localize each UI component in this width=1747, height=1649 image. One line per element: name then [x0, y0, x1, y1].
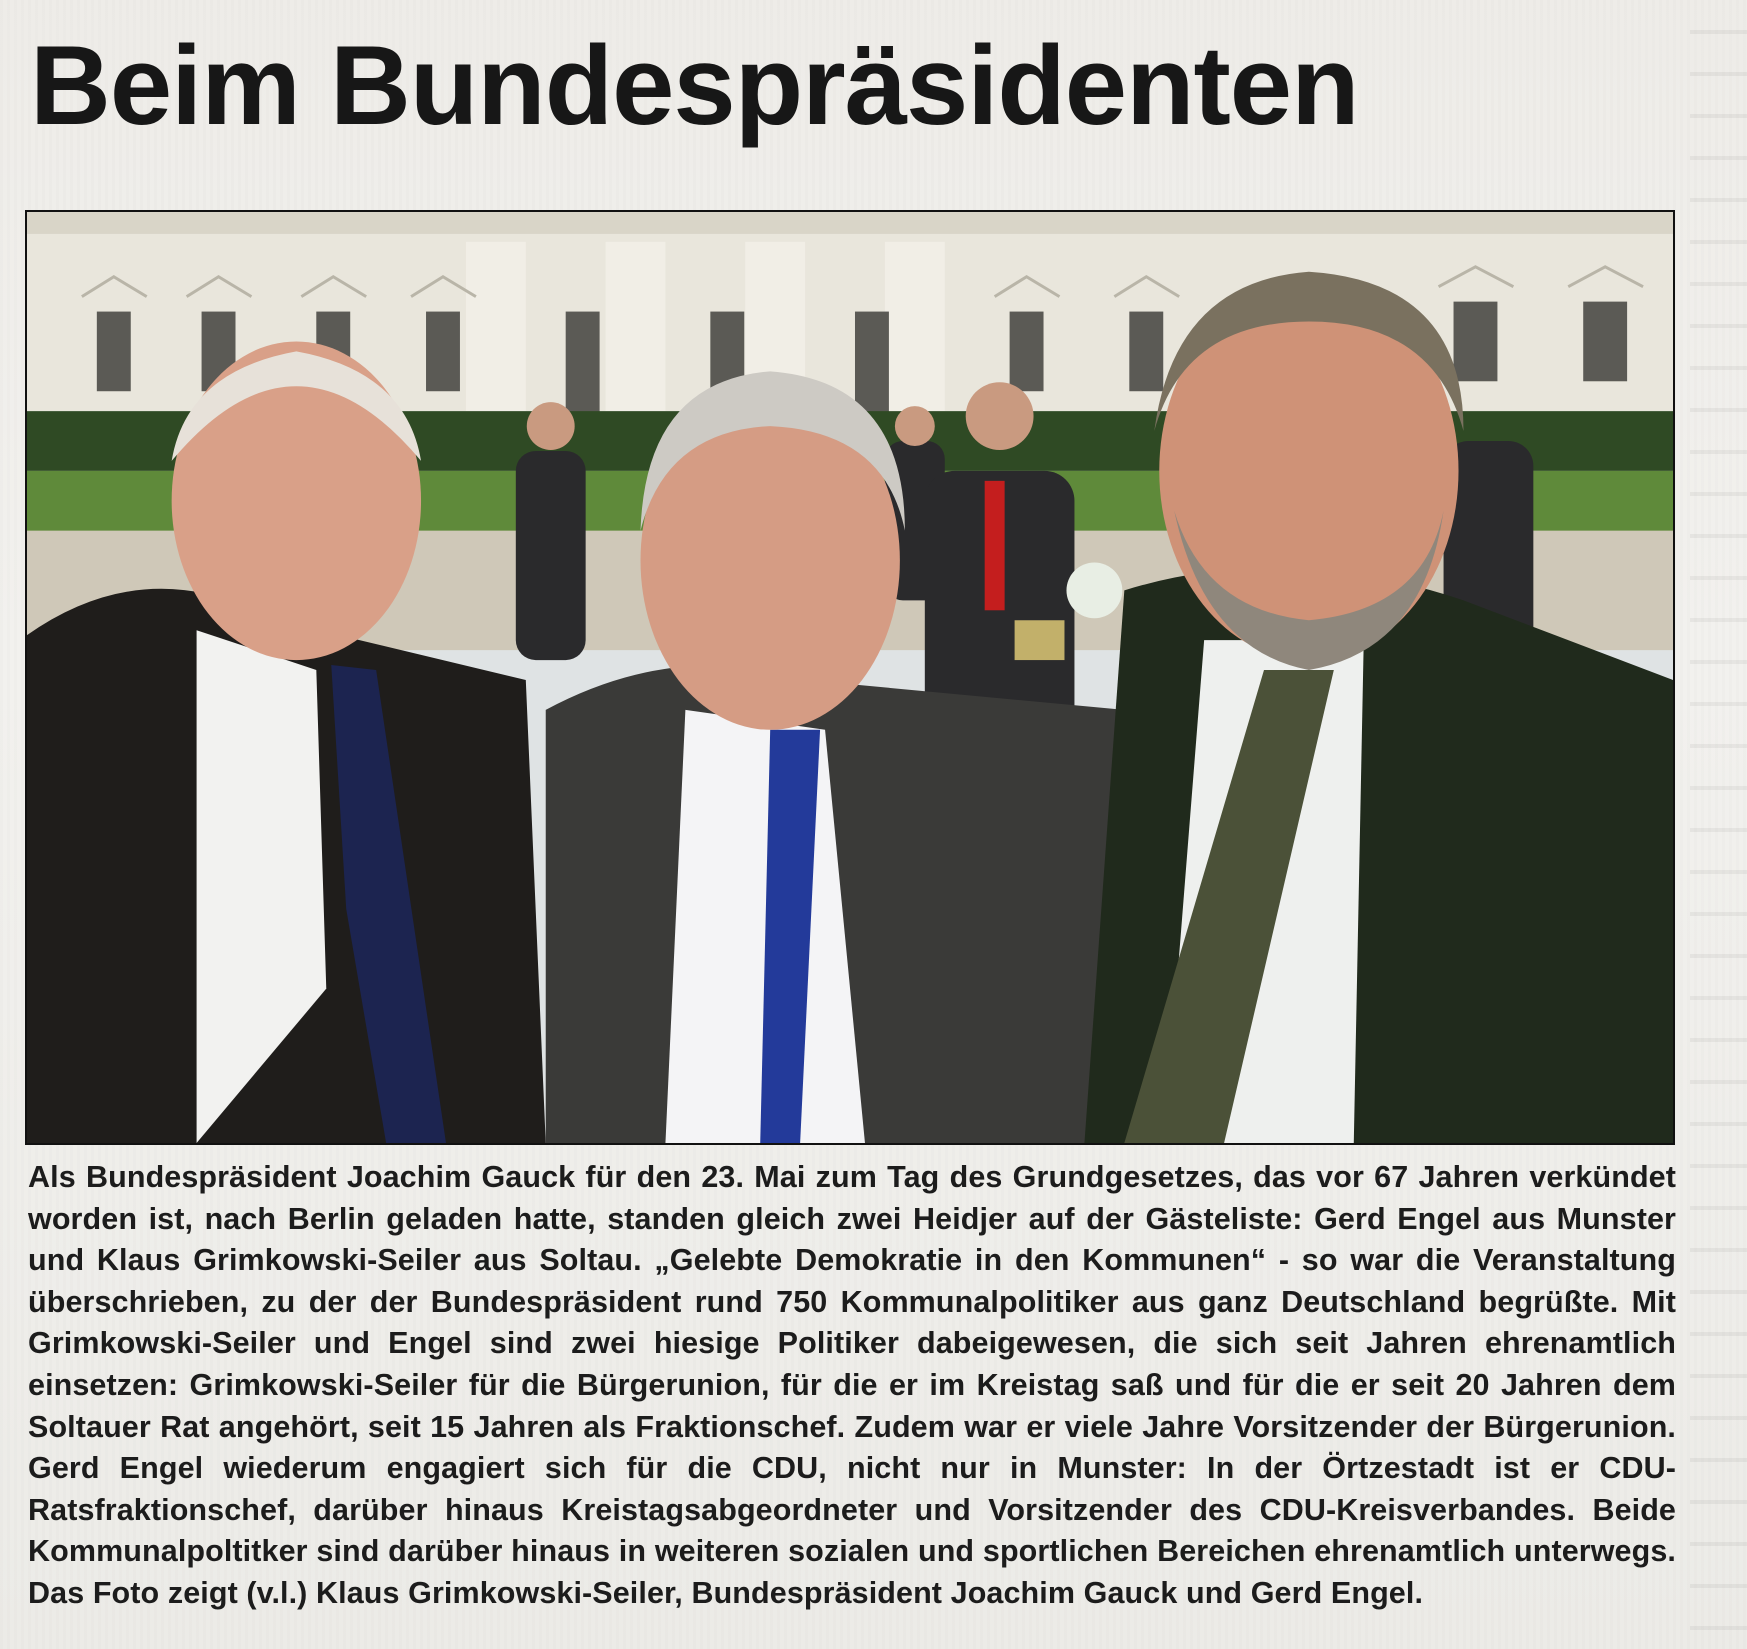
bleed-through-column — [1690, 30, 1747, 1630]
article-headline: Beim Bundespräsidenten — [30, 23, 1359, 148]
article-photo — [25, 210, 1675, 1145]
group-photo-icon — [27, 212, 1673, 1143]
article-caption: Als Bundespräsident Joachim Gauck für den 23. Mai zum Tag des Grundgesetzes, das vor 67 Jahren verkündet worden ist, nach Berlin geladen hatte, standen gleich zwei Heidjer auf der Gästeliste: Gerd Engel aus Munster und Klaus Grimkowski-Seiler aus Soltau. „Gelebte Demokratie in den Kommunen“ - so war die Veranstaltung überschrieben, zu der der Bundespräsident rund 750 Kommunalpolitiker aus ganz Deutschland begrüßte. Mit Grimkowski-Seiler und Engel sind zwei hiesige Politiker dabeigewesen, die sich seit Jahren ehrenamtlich einsetzen: Grimkowski-Seiler für die Bürgerunion, für die er im Kreistag saß und für die er seit 20 Jahren dem Soltauer Rat angehört, seit 15 Jahren als Fraktionschef. Zudem war er viele Jahre Vorsitzender der Bürgerunion. Gerd Engel wiederum engagiert sich für die CDU, nicht nur in Munster: In der Örtzestadt ist er CDU-Ratsfraktionschef, darüber hinaus Kreistagsabgeordneter und Vorsitzender des CDU-Kreisverbandes. Beide Kommunalpoltitker sind darüber hinaus in weiteren sozialen und sportlichen Bereichen ehrenamtlich unterwegs. Das Foto zeigt (v.l.) Klaus Grimkowski-Seiler, Bundespräsident Joachim Gauck und Gerd Engel. — [28, 1160, 1676, 1610]
